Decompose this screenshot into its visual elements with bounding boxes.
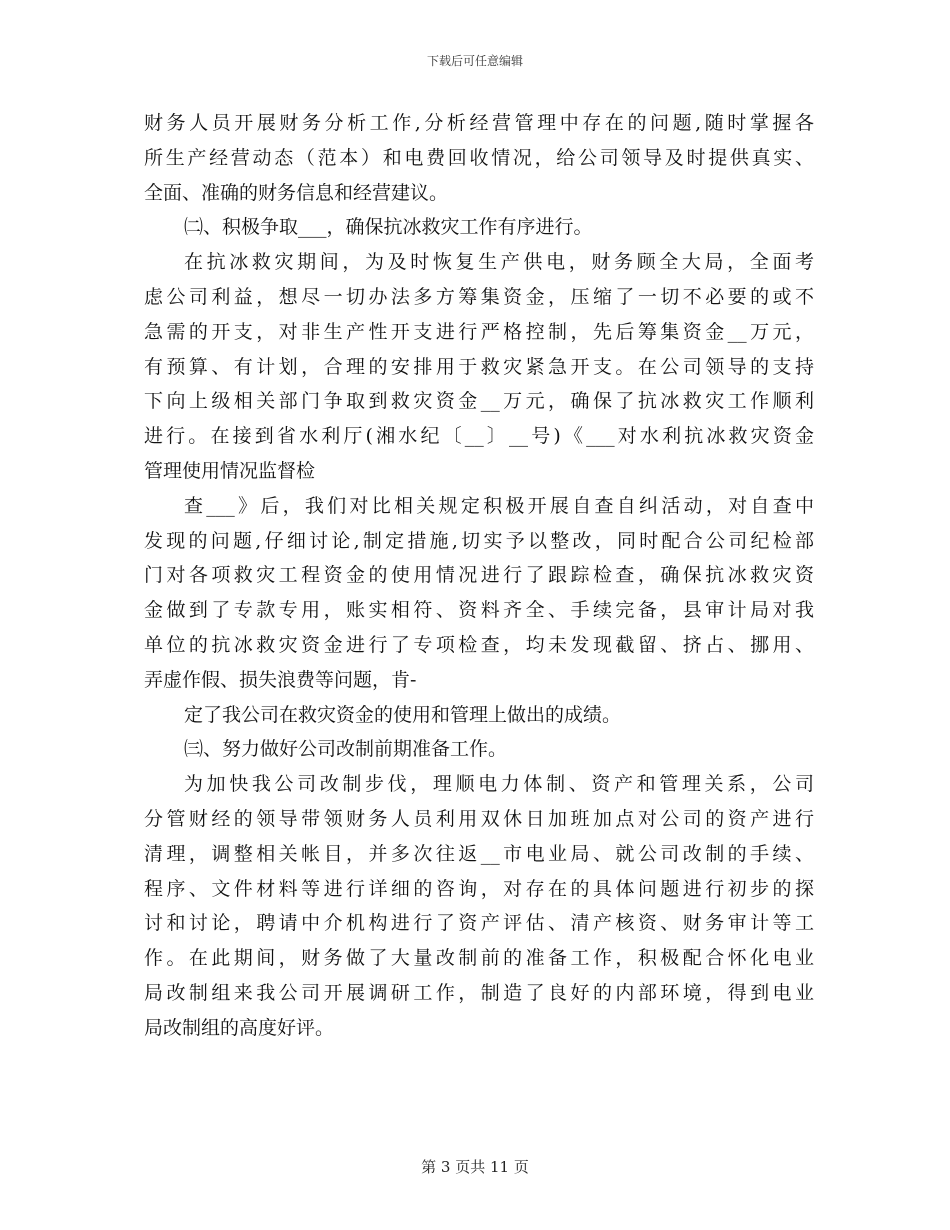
text-line: 有预算、有计划，合理的安排用于救灾紧急开支。在公司领导的支持 (144, 355, 814, 378)
section-heading-2: ㈡、积极争取___，确保抗冰救灾工作有序进行。 (184, 216, 593, 239)
text-line: 局改制组来我公司开展调研工作，制造了良好的内部环境，得到电业 (144, 981, 814, 1004)
text-line: 进行。在接到省水利厅(湘水纪〔__〕__号)《___对水利抗冰救灾资金 (144, 425, 814, 448)
text-line: 管理使用情况监督检 (144, 459, 316, 482)
text-line: 查___》后，我们对比相关规定积极开展自查自纠活动，对自查中 (184, 494, 814, 517)
text-line: 财务人员开展财务分析工作,分析经营管理中存在的问题,随时掌握各 (144, 112, 814, 134)
text-line: 清理，调整相关帐目，并多次往返__市电业局、就公司改制的手续、 (144, 842, 814, 865)
text-line: 急需的开支，对非生产性开支进行严格控制，先后筹集资金__万元， (144, 320, 814, 343)
text-line: 单位的抗冰救灾资金进行了专项检查，均未发现截留、挤占、挪用、 (144, 633, 814, 656)
text-line: 定了我公司在救灾资金的使用和管理上做出的成绩。 (184, 703, 622, 726)
text-line: 所生产经营动态（范本）和电费回收情况，给公司领导及时提供真实、 (144, 146, 814, 169)
text-line: 在抗冰救灾期间，为及时恢复生产供电，财务顾全大局，全面考 (184, 251, 814, 274)
text-line: 为加快我公司改制步伐，理顺电力体制、资产和管理关系，公司 (184, 773, 814, 796)
text-line: 发现的问题,仔细讨论,制定措施,切实予以整改，同时配合公司纪检部 (144, 529, 814, 552)
text-line: 虑公司利益，想尽一切办法多方筹集资金，压缩了一切不必要的或不 (144, 285, 814, 308)
text-line: 程序、文件材料等进行详细的咨询，对存在的具体问题进行初步的探 (144, 877, 814, 900)
page-header: 下载后可任意编辑 (426, 54, 523, 68)
text-line: 讨和讨论，聘请中介机构进行了资产评估、清产核资、财务审计等工 (144, 912, 814, 935)
text-line: 门对各项救灾工程资金的使用情况进行了跟踪检查，确保抗冰救灾资 (144, 564, 814, 587)
document-body (144, 106, 814, 1046)
text-line: 全面、准确的财务信息和经营建议。 (144, 181, 449, 204)
text-line: 作。在此期间，财务做了大量改制前的准备工作，积极配合怀化电业 (144, 947, 814, 970)
section-heading-3: ㈢、努力做好公司改制前期准备工作。 (184, 738, 508, 761)
text-line: 分管财经的领导带领财务人员利用双休日加班加点对公司的资产进行 (144, 807, 814, 830)
text-line: 弄虚作假、损失浪费等问题，肯- (144, 668, 417, 691)
text-line: 下向上级相关部门争取到救灾资金__万元，确保了抗冰救灾工作顺利 (144, 390, 814, 413)
page-footer: 第 3 页共 11 页 (421, 1158, 529, 1176)
text-line: 局改制组的高度好评。 (144, 1016, 335, 1039)
text-line: 金做到了专款专用，账实相符、资料齐全、手续完备，县审计局对我 (144, 599, 814, 622)
